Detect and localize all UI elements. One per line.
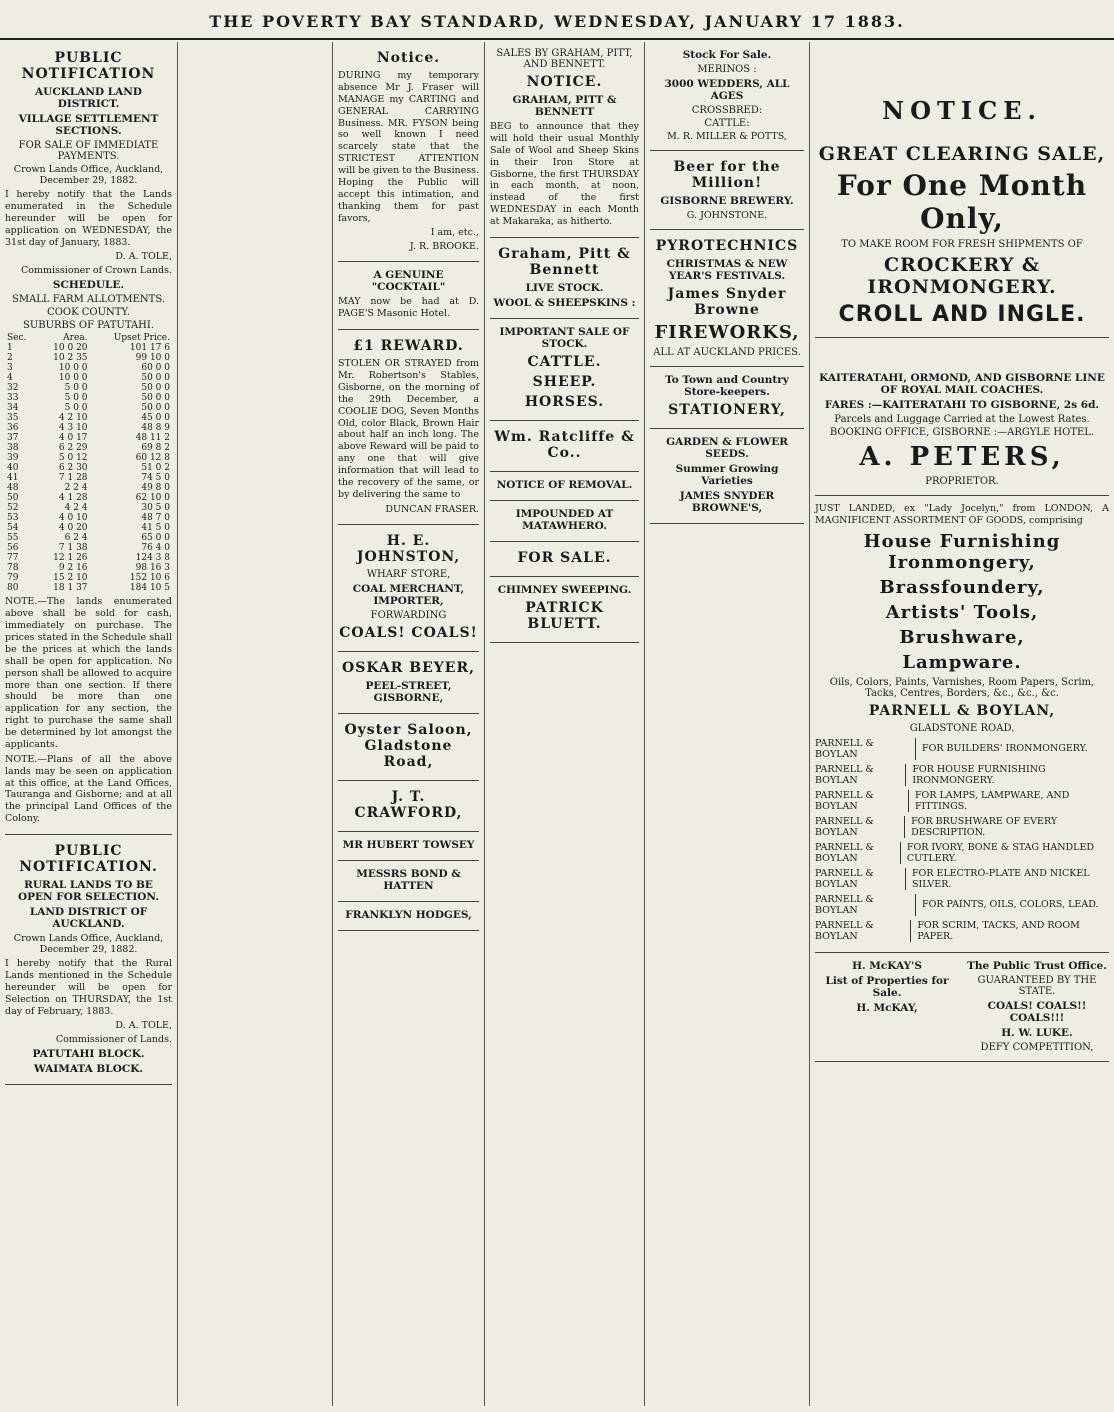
parnell-item: FOR PAINTS, OILS, COLORS, LEAD. — [922, 899, 1099, 911]
table-cell: 69 8 2 — [141, 443, 170, 454]
gpb-body: BEG to announce that they will hold their usual Monthly Sale of Wool and Sheep Skins in their Iron Store at Gisborne, the first THURSDAY in each month, at noon, instead of the first WEDNESDAY in each Month at Makaraka, as hitherto. — [490, 121, 639, 227]
sales-head: SALES BY GRAHAM, PITT, AND BENNETT. — [496, 48, 633, 70]
column-1 — [0, 42, 178, 1406]
list-item — [815, 790, 1109, 812]
chimney-heading: CHIMNEY SWEEPING. — [497, 583, 632, 596]
notice-heading-4: NOTICE. — [526, 74, 603, 90]
table-row — [5, 583, 172, 593]
horses-heading: HORSES. — [524, 393, 605, 410]
landed-line: JUST LANDED, ex "Lady Jocelyn," from LONDON, A MAGNIFICENT ASSORTMENT OF GOODS, comprising — [815, 503, 1109, 526]
table-cell: 74 5 0 — [141, 473, 170, 484]
reward-heading: £1 REWARD. — [353, 338, 464, 355]
johnston-ad — [338, 525, 479, 652]
public-notification-1 — [5, 42, 172, 835]
table-cell: 33 — [7, 393, 19, 404]
ratcliffe-heading: Wm. Ratcliffe & Co.. — [494, 428, 635, 461]
table-row — [5, 383, 172, 393]
proprietor-line: PROPRIETOR. — [925, 476, 999, 487]
impounded-ad — [490, 501, 639, 542]
table-row — [5, 433, 172, 443]
mckay-heading: H. McKAY'S — [852, 959, 922, 972]
table-cell: 55 — [7, 533, 19, 544]
croll-ingle: CROLL AND INGLE. — [838, 302, 1086, 327]
table-cell: 2 2 4 — [64, 483, 88, 494]
table-row — [5, 473, 172, 483]
table-cell: 5 0 0 — [64, 393, 88, 404]
room-line: TO MAKE ROOM FOR FRESH SHIPMENTS OF — [841, 239, 1083, 250]
table-row — [5, 493, 172, 503]
table-cell: 48 7 0 — [141, 513, 170, 524]
table-row — [5, 363, 172, 373]
table-cell: 48 11 2 — [135, 433, 170, 444]
parnell-brace: PARNELL & BOYLAN — [815, 790, 909, 812]
notice-title: PUBLIC NOTIFICATION — [21, 50, 156, 82]
parnell-brace: PARNELL & BOYLAN — [815, 738, 916, 760]
ratcliffe-ad — [490, 421, 639, 472]
beyer-heading: OSKAR BEYER, — [342, 659, 475, 676]
removal-ad — [490, 472, 639, 501]
notice-closing: I am, etc., — [430, 227, 479, 239]
table-row — [5, 423, 172, 433]
notice-signature: J. R. BROOKE. — [409, 241, 479, 253]
table-row — [5, 353, 172, 363]
peters-heading: A. PETERS, — [859, 442, 1065, 472]
parcels-line: Parcels and Luggage Carried at the Lowest Rates. — [834, 414, 1090, 425]
table-row — [5, 403, 172, 413]
bond-ad — [338, 861, 479, 902]
pyro-ad — [650, 230, 804, 367]
table-cell: 12 1 26 — [53, 553, 88, 564]
table-cell: 50 0 0 — [141, 373, 170, 384]
table-cell: 1 — [7, 343, 13, 354]
gladstone-line: GLADSTONE ROAD. — [909, 722, 1015, 734]
impounded-heading: IMPOUNDED AT MATAWHERO. — [515, 507, 614, 532]
table-cell: 6 2 29 — [58, 443, 88, 454]
beer-heading: Beer for the Million! — [673, 159, 781, 191]
table-cell: 4 0 20 — [58, 523, 88, 534]
column-5 — [645, 42, 810, 1406]
stock-for-sale — [650, 42, 804, 151]
table-cell: 10 0 20 — [53, 343, 88, 354]
table-row — [5, 483, 172, 493]
table-cell: 41 5 0 — [141, 523, 170, 534]
table-row — [5, 563, 172, 573]
johnston-heading: H. E. JOHNSTON, — [356, 532, 461, 565]
beyer-ad — [338, 652, 479, 714]
column-2 — [178, 42, 333, 1406]
coals-heading-6: COALS! COALS!! COALS!!! — [987, 999, 1087, 1024]
table-cell: 53 — [7, 513, 19, 524]
brewery-heading: GISBORNE BREWERY. — [660, 195, 794, 207]
notice-sub-2: RURAL LANDS TO BE OPEN FOR SELECTION. — [17, 879, 160, 903]
table-cell: 39 — [7, 453, 19, 464]
table-cell: 3 — [7, 363, 13, 374]
table-cell: 10 2 35 — [53, 353, 88, 364]
reward-ad — [338, 330, 479, 525]
table-cell: 5 0 0 — [64, 403, 88, 414]
coaches-heading: KAITERATAHI, ORMOND, AND GISBORNE LINE OF ROYAL MAIL COACHES. — [819, 372, 1105, 396]
johnstone-line: G. JOHNSTONE. — [686, 210, 768, 221]
parnell-item: FOR BUILDERS' IRONMONGERY. — [922, 743, 1088, 755]
trust-column — [965, 957, 1109, 1055]
table-cell: 79 — [7, 573, 19, 584]
subtitle-2: FOR SALE OF IMMEDIATE PAYMENTS. — [18, 140, 159, 162]
reward-body: STOLEN OR STRAYED from Mr. Robertson's Stables, Gisborne, on the morning of the 29th December, a COOLIE DOG, Seven Months Old, color Black, Brown Hair about half an inch long. The above Reward will be paid to any one that will give information that will lead to the recovery of the same, or by delivering the same to — [338, 358, 479, 500]
table-cell: 37 — [7, 433, 19, 444]
notice-body: I hereby notify that the Lands enumerated in the Schedule hereunder will be open for application on WEDNESDAY, the 31st day of January, 1883. — [5, 189, 172, 248]
table-cell: 77 — [7, 553, 19, 564]
table-row — [5, 453, 172, 463]
table-cell: 124 3 8 — [135, 553, 170, 564]
table-cell: 52 — [7, 503, 19, 514]
table-row — [5, 553, 172, 563]
table-cell: 35 — [7, 413, 19, 424]
table-header: Area. — [63, 333, 88, 344]
browne-heading: James Snyder Browne — [667, 286, 787, 318]
table-cell: 40 — [7, 463, 19, 474]
house-heading: House Furnishing Ironmongery, — [863, 530, 1061, 573]
notice-heading: Notice. — [376, 50, 441, 66]
table-cell: 5 0 0 — [64, 383, 88, 394]
table-row — [5, 523, 172, 533]
forsale-heading: FOR SALE. — [517, 549, 612, 566]
trust-heading: The Public Trust Office. — [967, 959, 1107, 972]
hodges-heading: FRANKLYN HODGES, — [345, 908, 472, 921]
list-item — [815, 894, 1109, 916]
table-cell: 60 0 0 — [141, 363, 170, 374]
parnell-brace: PARNELL & BOYLAN — [815, 764, 906, 786]
removal-heading: NOTICE OF REMOVAL. — [496, 478, 633, 491]
luke-heading: H. W. LUKE. — [1001, 1026, 1073, 1039]
parnell-ad — [815, 496, 1109, 953]
mckay-name: H. McKAY, — [856, 1001, 918, 1014]
table-cell: 78 — [7, 563, 19, 574]
table-cell: 51 0 2 — [141, 463, 170, 474]
table-cell: 10 0 0 — [58, 363, 88, 374]
parnell-item: FOR LAMPS, LAMPWARE, AND FITTINGS. — [914, 789, 1070, 812]
cocktail-heading: A GENUINE "COCKTAIL" — [371, 269, 446, 294]
signature-title: Commissioner of Crown Lands. — [21, 265, 172, 277]
public-notification-2 — [5, 835, 172, 1085]
table-header: Upset Price. — [113, 333, 170, 344]
seeds-ad — [650, 429, 804, 524]
table-cell: 41 — [7, 473, 19, 484]
stock-heading: Stock For Sale. — [682, 49, 772, 61]
stationery-heading: STATIONERY, — [668, 402, 786, 418]
table-cell: 10 0 0 — [58, 373, 88, 384]
table-cell: 4 — [7, 373, 13, 384]
town-heading: To Town and Country Store-keepers. — [665, 374, 789, 398]
table-cell: 76 4 0 — [141, 543, 170, 554]
important-heading: IMPORTANT SALE OF STOCK. — [499, 325, 630, 350]
table-row — [5, 463, 172, 473]
table-cell: 4 3 10 — [58, 423, 88, 434]
towsey-ad — [338, 832, 479, 861]
artists-heading: Artists' Tools, — [885, 601, 1039, 623]
oyster-heading: Oyster Saloon, Gladstone Road, — [344, 721, 473, 770]
list-item — [815, 920, 1109, 942]
brewery-ad — [650, 151, 804, 230]
table-cell: 50 — [7, 493, 19, 504]
table-cell: 60 12 8 — [135, 453, 170, 464]
notice-big: NOTICE. — [882, 96, 1042, 125]
table-cell: 32 — [7, 383, 19, 394]
cocktail-body: MAY now be had at D. PAGE'S Masonic Hotel. — [338, 296, 479, 320]
prices-line: ALL AT AUCKLAND PRICES. — [653, 347, 801, 358]
table-row — [5, 513, 172, 523]
table-row — [5, 343, 172, 353]
district: AUCKLAND LAND DISTRICT. — [35, 86, 142, 110]
table-cell: 18 1 37 — [53, 583, 88, 594]
table-cell: 45 0 0 — [141, 413, 170, 424]
coaches-ad — [815, 338, 1109, 496]
wethers-line: 3000 WEDDERS, ALL AGES — [664, 78, 790, 102]
oils-line: Oils, Colors, Paints, Varnishes, Room Papers, Scrim, Tacks, Centres, Borders, &c., &c., &c. — [829, 676, 1095, 699]
parnell-item: FOR HOUSE FURNISHING IRONMONGERY. — [912, 763, 1046, 786]
crawford-heading: J. T. CRAWFORD, — [354, 788, 463, 821]
parnell-item: FOR ELECTRO-PLATE AND NICKEL SILVER. — [911, 867, 1090, 890]
cattle-heading: CATTLE. — [527, 353, 602, 370]
table-cell: 50 0 0 — [141, 393, 170, 404]
table-cell: 65 0 0 — [141, 533, 170, 544]
table-cell: 36 — [7, 423, 19, 434]
table-row — [5, 573, 172, 583]
table-cell: 7 1 38 — [58, 543, 88, 554]
gpb-name: GRAHAM, PITT & BENNETT — [512, 94, 617, 118]
mckay-list-heading: List of Properties for Sale. — [825, 974, 949, 999]
table-cell: 56 — [7, 543, 19, 554]
signature-title-2: Commissioner of Lands. — [55, 1034, 172, 1046]
table-cell: 4 0 10 — [58, 513, 88, 524]
reward-signature: DUNCAN FRASER. — [385, 503, 479, 515]
johnston-sub: WHARF STORE, — [366, 568, 451, 580]
table-cell: 6 2 30 — [58, 463, 88, 474]
table-cell: 7 1 28 — [58, 473, 88, 484]
croll-ingle-ad — [815, 42, 1109, 338]
parnell-brace: PARNELL & BOYLAN — [815, 868, 906, 890]
survey-heading: SUBURBS OF PATUTAHI. — [22, 320, 155, 332]
list-item — [815, 816, 1109, 838]
table-row — [5, 533, 172, 543]
table-row — [5, 503, 172, 513]
table-cell: 30 5 0 — [141, 503, 170, 514]
gpb-notice — [490, 42, 639, 238]
schedule-heading: SCHEDULE. — [52, 279, 125, 292]
browne-2-heading: JAMES SNYDER BROWNE'S, — [679, 490, 775, 514]
gpb-name-2: Graham, Pitt & Bennett — [498, 245, 631, 278]
gpb-livestock — [490, 238, 639, 319]
parnell-item: FOR SCRIM, TACKS, AND ROOM PAPER. — [917, 919, 1080, 942]
table-cell: 80 — [7, 583, 19, 594]
fireworks-heading: FIREWORKS, — [654, 322, 800, 343]
table-cell: 152 10 6 — [129, 573, 170, 584]
hodges-ad — [338, 902, 479, 931]
summer-heading: Summer Growing Varieties — [675, 463, 779, 487]
masthead — [0, 0, 1114, 40]
important-sale — [490, 319, 639, 421]
pyro-heading: PYROTECHNICS — [655, 238, 799, 254]
masthead-title: THE POVERTY BAY STANDARD, WEDNESDAY, JANUARY 17 1883. — [209, 12, 905, 31]
signature-2: D. A. TOLE, — [115, 1020, 172, 1032]
notice-brooke — [338, 42, 479, 262]
crossbred-heading: CROSSBRED: — [691, 105, 763, 116]
oyster-ad — [338, 714, 479, 781]
bond-heading: MESSRS BOND & HATTEN — [356, 867, 461, 892]
waimata-heading: WAIMATA BLOCK. — [34, 1063, 143, 1076]
table-cell: 50 0 0 — [141, 403, 170, 414]
note-2: NOTE.—Plans of all the above lands may be seen on application at this office, at the Land Offices, Tauranga and Gisborne; and at all the principal Land Offices of the Colony. — [5, 753, 172, 825]
crockery-heading: CROCKERY & IRONMONGERY. — [867, 254, 1057, 298]
allotments-heading: SMALL FARM ALLOTMENTS. — [11, 294, 165, 306]
table-cell: 34 — [7, 403, 19, 414]
bluett-heading: PATRICK BLUETT. — [525, 599, 604, 632]
guaranteed-line: GUARANTEED BY THE STATE. — [977, 974, 1097, 997]
district-2: LAND DISTRICT OF AUCKLAND. — [29, 906, 148, 930]
list-item — [815, 842, 1109, 864]
christmas-heading: CHRISTMAS & NEW YEAR'S FESTIVALS. — [666, 258, 788, 282]
column-4 — [485, 42, 645, 1406]
patutahi-heading: PATUTAHI BLOCK. — [32, 1048, 145, 1061]
office-line-2: Crown Lands Office, Auckland, December 29, 1882. — [13, 933, 164, 955]
table-row — [5, 413, 172, 423]
notice-body: DURING my temporary absence Mr J. Fraser will MANAGE my CARTING and GENERAL CARRYING Business. MR. FYSON being so well known I need scarcely state that the STRICTEST ATTENTION will be given to the Business. Hoping the Public will accept this intimation, and thanking them for past favors, — [338, 70, 479, 224]
note-1: NOTE.—The lands enumerated above shall be sold for cash, immediately on purchase. The prices stated in the Schedule shall be the prices at which the lands shall be open for application. No person shall be allowed to acquire more than one section. If there should be more than one application for any section, the right to purchase the same shall be determined by lot amongst the applicants. — [5, 596, 172, 750]
johnston-sub-2: COAL MERCHANT, IMPORTER, — [352, 582, 465, 607]
great-clearing-sale: GREAT CLEARING SALE, — [818, 143, 1106, 165]
notice-title-2: PUBLIC NOTIFICATION. — [19, 843, 158, 875]
coals-heading: COALS! COALS! — [339, 624, 478, 641]
fares-line: FARES :—KAITERATAHI TO GISBORNE, 2s 6d. — [824, 399, 1100, 411]
table-cell: 38 — [7, 443, 19, 454]
table-cell: 62 10 0 — [135, 493, 170, 504]
column-3 — [333, 42, 485, 1406]
table-cell: 5 0 12 — [58, 453, 88, 464]
table-cell: 54 — [7, 523, 19, 534]
sheep-heading: SHEEP. — [532, 373, 597, 390]
table-cell: 6 2 4 — [64, 533, 88, 544]
agent-line: M. R. MILLER & POTTS, — [667, 131, 787, 142]
signature: D. A. TOLE, — [115, 251, 172, 263]
parnell-item: FOR BRUSHWARE OF EVERY DESCRIPTION. — [911, 815, 1058, 838]
table-row — [5, 373, 172, 383]
wool-heading: WOOL & SHEEPSKINS : — [493, 296, 636, 309]
table-cell: 15 2 10 — [53, 573, 88, 584]
one-month-only: For One Month Only, — [836, 169, 1088, 235]
mckay-trust — [815, 953, 1109, 1062]
mckay-column — [815, 957, 959, 1055]
table-cell: 9 2 16 — [58, 563, 88, 574]
table-cell: 4 0 17 — [58, 433, 88, 444]
live-stock-heading: LIVE STOCK. — [525, 281, 604, 294]
parnell-brace: PARNELL & BOYLAN — [815, 842, 901, 864]
crawford-ad — [338, 781, 479, 832]
land-table — [5, 333, 172, 593]
parnell-list — [815, 738, 1109, 942]
merinos-heading: MERINOS : — [697, 64, 757, 75]
table-cell: 99 10 0 — [135, 353, 170, 364]
table-cell: 2 — [7, 353, 13, 364]
parnell-heading: PARNELL & BOYLAN, — [868, 702, 1056, 719]
parnell-brace: PARNELL & BOYLAN — [815, 920, 911, 942]
column-6 — [810, 42, 1114, 1406]
brushware-heading: Brushware, — [899, 626, 1025, 648]
towsey-heading: MR HUBERT TOWSEY — [342, 838, 475, 851]
forsale-ad — [490, 542, 639, 577]
table-row — [5, 443, 172, 453]
table-cell: 48 8 9 — [141, 423, 170, 434]
booking-line: BOOKING OFFICE, GISBORNE :—ARGYLE HOTEL. — [829, 427, 1095, 438]
notice-body-2: I hereby notify that the Rural Lands mentioned in the Schedule hereunder will be open for Selection on THURSDAY, the 1st day of February, 1883. — [5, 958, 172, 1017]
johnston-sub-3: FORWARDING — [370, 609, 447, 621]
table-cell: 48 — [7, 483, 19, 494]
table-cell: 50 0 0 — [141, 383, 170, 394]
table-cell: 4 1 28 — [58, 493, 88, 504]
table-cell: 4 2 10 — [58, 413, 88, 424]
table-cell: 184 10 5 — [129, 583, 170, 594]
table-cell: 98 16 3 — [135, 563, 170, 574]
beyer-sub: PEEL-STREET, GISBORNE, — [365, 679, 452, 704]
chimney-ad — [490, 577, 639, 643]
table-cell: 4 2 4 — [64, 503, 88, 514]
storekeepers-ad — [650, 367, 804, 429]
brass-heading: Brassfoundery, — [879, 576, 1045, 598]
subtitle: VILLAGE SETTLEMENT SECTIONS. — [18, 113, 159, 137]
table-row — [5, 543, 172, 553]
list-item — [815, 764, 1109, 786]
parnell-brace: PARNELL & BOYLAN — [815, 816, 905, 838]
garden-heading: GARDEN & FLOWER SEEDS. — [666, 436, 788, 460]
cocktail-ad — [338, 262, 479, 330]
parnell-item: FOR IVORY, BONE & STAG HANDLED CUTLERY. — [906, 841, 1095, 864]
list-item — [815, 738, 1109, 760]
parnell-brace: PARNELL & BOYLAN — [815, 894, 916, 916]
lampware-heading: Lampware. — [902, 651, 1022, 673]
office-line: Crown Lands Office, Auckland, December 29, 1882. — [13, 164, 164, 186]
cattle-heading-5: CATTLE: — [704, 118, 750, 129]
list-item — [815, 868, 1109, 890]
table-header: Sec. — [7, 333, 27, 344]
table-cell: 49 8 0 — [141, 483, 170, 494]
table-cell: 101 17 6 — [129, 343, 170, 354]
table-row — [5, 393, 172, 403]
defy-line: DEFY COMPETITION, — [980, 1041, 1094, 1053]
county-heading: COOK COUNTY. — [47, 307, 130, 319]
